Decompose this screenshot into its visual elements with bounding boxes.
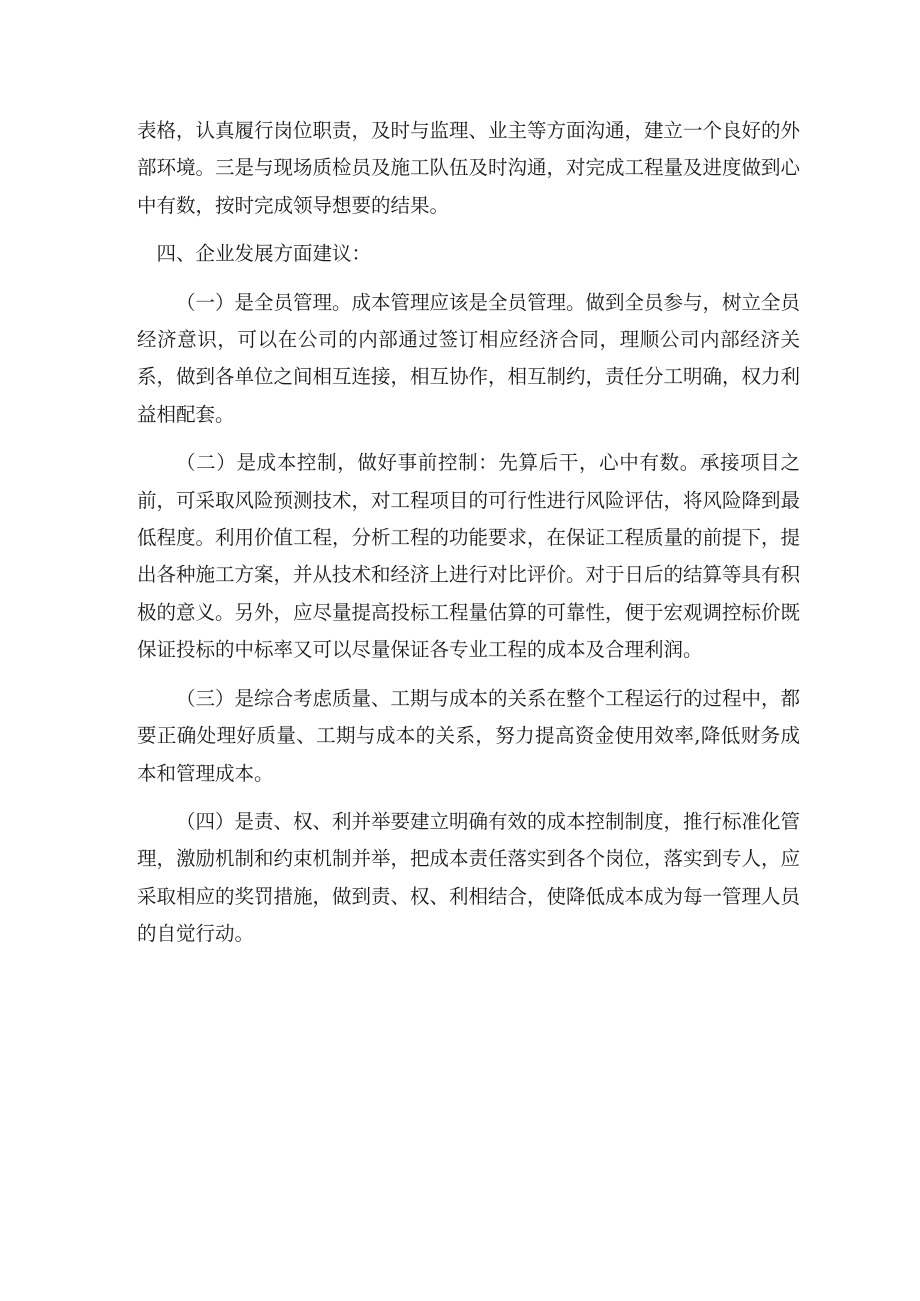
paragraph-quality-schedule-cost: （三）是综合考虑质量、工期与成本的关系在整个工程运行的过程中，都要正确处理好质量、工期与成本的关系，努力提高资金使用效率,降低财务成本和管理成本。 <box>137 686 801 785</box>
section-heading-enterprise-development: 四、企业发展方面建议： <box>156 242 372 266</box>
document-body <box>137 112 800 964</box>
paragraph-continuation: 表格，认真履行岗位职责，及时与监理、业主等方面沟通，建立一个良好的外部环境。三是与现场质检员及施工队伍及时沟通，对完成工程量及进度做到心中有数，按时完成领导想要的结果。 <box>137 119 801 217</box>
paragraph-full-staff-management: （一）是全员管理。成本管理应该是全员管理。做到全员参与，树立全员经济意识，可以在公司的内部通过签订相应经济合同，理顺公司内部经济关系，做到各单位之间相互连接，相互协作，相互制约，责任分工明确，权力利益相配套。 <box>137 290 801 426</box>
paragraph-responsibility-rights-benefits: （四）是责、权、利并举要建立明确有效的成本控制制度，推行标准化管理，激励机制和约束机制并举，把成本责任落实到各个岗位，落实到专人，应采取相应的奖罚措施，做到责、权、利相结合，使降低成本成为每一管理人员的自觉行动。 <box>137 809 801 946</box>
paragraph-cost-control: （二）是成本控制，做好事前控制：先算后干，心中有数。承接项目之前，可采取风险预测技术，对工程项目的可行性进行风险评估，将风险降到最低程度。利用价值工程，分析工程的功能要求，在保证工程质量的前提下，提出各种施工方案，并从技术和经济上进行对比评价。对于日后的结算等具有积极的意义。另外，应尽量提高投标工程量估算的可靠性，便于宏观调控标价既保证投标的中标率又可以尽量保证各专业工程的成本及合理利润。 <box>137 451 801 662</box>
